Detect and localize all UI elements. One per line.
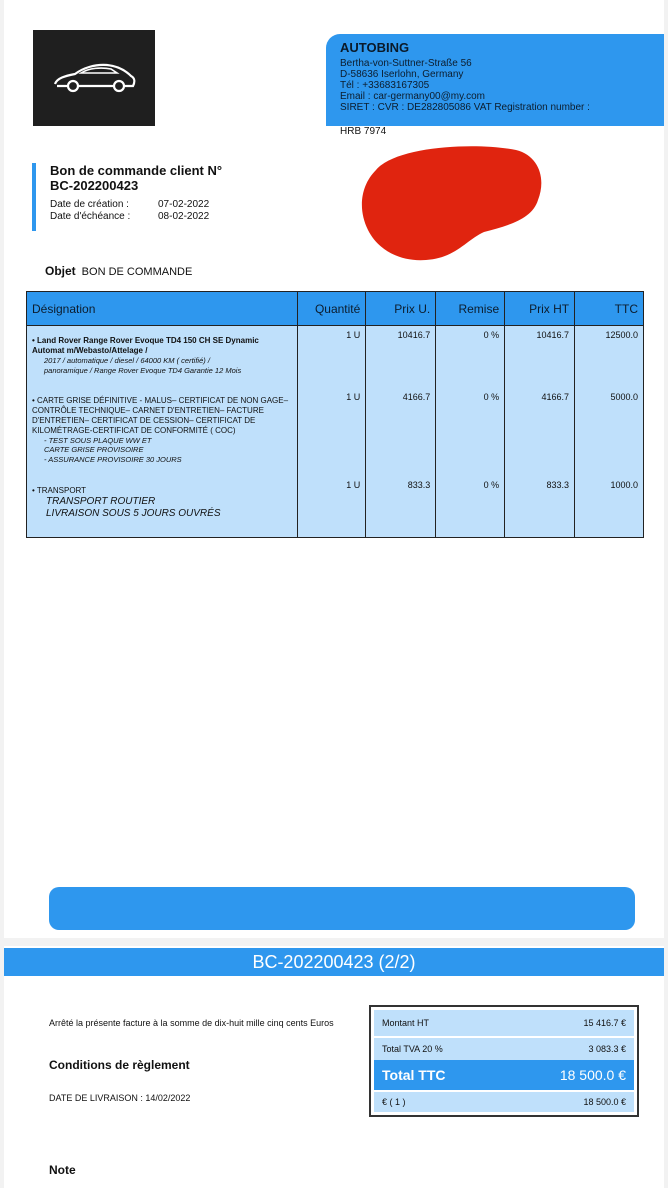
company-phone: Tél : +33683167305	[340, 80, 430, 91]
page2-title: BC-202200423 (2/2)	[4, 948, 664, 976]
col-ttc: TTC	[575, 292, 644, 326]
total-ht-value: 15 416.7 €	[583, 1018, 626, 1028]
created-date-value: 07-02-2022	[158, 199, 210, 210]
payment-conditions-heading: Conditions de règlement	[49, 1058, 190, 1072]
item-detail: - ASSURANCE PROVISOIRE 30 JOURS	[44, 454, 182, 464]
redaction-scribble	[356, 140, 544, 262]
item-prix-ht: 833.3	[505, 476, 575, 538]
items-table	[26, 291, 644, 538]
col-quantite: Quantité	[298, 292, 366, 326]
total-tva-row	[374, 1038, 634, 1060]
totals-box	[369, 1005, 639, 1117]
item-prix-ht: 4166.7	[505, 388, 575, 476]
item-detail: 2017 / automatique / diesel / 64000 KM ( certifié) /	[44, 356, 210, 365]
total-ht-label: Montant HT	[382, 1018, 430, 1028]
delivery-date: DATE DE LIVRAISON : 14/02/2022	[49, 1093, 191, 1103]
total-ttc-label: Total TTC	[382, 1067, 446, 1083]
item-remise: 0 %	[436, 326, 505, 388]
table-row	[27, 326, 644, 388]
item-detail: TRANSPORT ROUTIER	[46, 495, 156, 507]
total-tva-value: 3 083.3 €	[588, 1044, 626, 1054]
item-detail: CARTE GRISE PROVISOIRE	[44, 445, 144, 454]
table-row	[27, 476, 644, 538]
company-address-line2: D-58636 Iserlohn, Germany	[340, 69, 464, 80]
item-detail: panoramique / Range Rover Evoque TD4 Garantie 12 Mois	[44, 365, 242, 375]
item-remise: 0 %	[436, 476, 505, 538]
company-siret: SIRET : CVR : DE282805086 VAT Registration number :	[340, 102, 590, 113]
item-quantite: 1 U	[298, 476, 366, 538]
note-heading: Note	[49, 1163, 76, 1177]
item-ttc: 12500.0	[575, 326, 644, 388]
total-tva-label: Total TVA 20 %	[382, 1044, 443, 1054]
payment-label: € ( 1 )	[382, 1097, 406, 1107]
page-footer-bar	[49, 887, 635, 930]
car-icon	[51, 60, 137, 96]
item-remise: 0 %	[436, 388, 505, 476]
item-prix-ht: 10416.7	[505, 326, 575, 388]
company-email: Email : car-germany00@my.com	[340, 91, 485, 102]
due-date-value: 08-02-2022	[158, 211, 210, 222]
item-ttc: 1000.0	[575, 476, 644, 538]
amount-in-words: Arrêté la présente facture à la somme de dix-huit mille cinq cents Euros	[49, 1018, 334, 1028]
col-prix-ht: Prix HT	[505, 292, 575, 326]
order-number: BC-202200423	[50, 178, 139, 193]
payment-row	[374, 1092, 634, 1112]
item-title: • CARTE GRISE DÉFINITIVE - MALUS– CERTIFICAT DE NON GAGE– CONTRÔLE TECHNIQUE– CARNET D'ENTRETIEN– FACTURE D'ENTRETIEN– CERTIFICAT DE CESSION– CERTIFICAT DE KILOMÉTRAGE-CERTIFICAT DE CONFORMITÉ ( COC)	[32, 395, 289, 435]
due-date-label: Date d'échéance :	[50, 211, 131, 222]
item-title: • Land Rover Range Rover Evoque TD4 150 CH SE Dynamic Automat m/Webasto/Attelage /	[32, 336, 259, 355]
total-ttc-value: 18 500.0 €	[559, 1067, 626, 1083]
order-header	[32, 163, 222, 231]
table-row	[27, 388, 644, 476]
item-detail: - TEST SOUS PLAQUE WW ET	[44, 435, 152, 445]
payment-value: 18 500.0 €	[583, 1097, 626, 1107]
col-designation: Désignation	[27, 292, 298, 326]
item-title: • TRANSPORT	[32, 485, 87, 495]
table-header-row	[27, 292, 644, 326]
item-prix-u: 4166.7	[366, 388, 436, 476]
objet-label: Objet	[45, 264, 76, 278]
total-ttc-row	[374, 1060, 634, 1090]
col-remise: Remise	[436, 292, 505, 326]
total-ht-row	[374, 1010, 634, 1036]
objet-line	[45, 264, 192, 278]
company-info	[326, 34, 664, 137]
objet-value: BON DE COMMANDE	[81, 266, 193, 278]
item-detail: LIVRAISON SOUS 5 JOURS OUVRÉS	[46, 507, 221, 519]
company-hrb: HRB 7974	[340, 126, 387, 137]
company-logo	[33, 30, 155, 126]
item-quantite: 1 U	[298, 326, 366, 388]
item-quantite: 1 U	[298, 388, 366, 476]
item-ttc: 5000.0	[575, 388, 644, 476]
page-2	[4, 946, 664, 1188]
item-prix-u: 833.3	[366, 476, 436, 538]
company-address-line1: Bertha-von-Suttner-Straße 56	[340, 58, 472, 69]
company-name: AUTOBING	[340, 40, 410, 55]
page-1	[4, 0, 664, 938]
item-prix-u: 10416.7	[366, 326, 436, 388]
order-title: Bon de commande client N°	[50, 163, 223, 178]
col-prix-u: Prix U.	[366, 292, 436, 326]
created-date-label: Date de création :	[50, 199, 129, 210]
